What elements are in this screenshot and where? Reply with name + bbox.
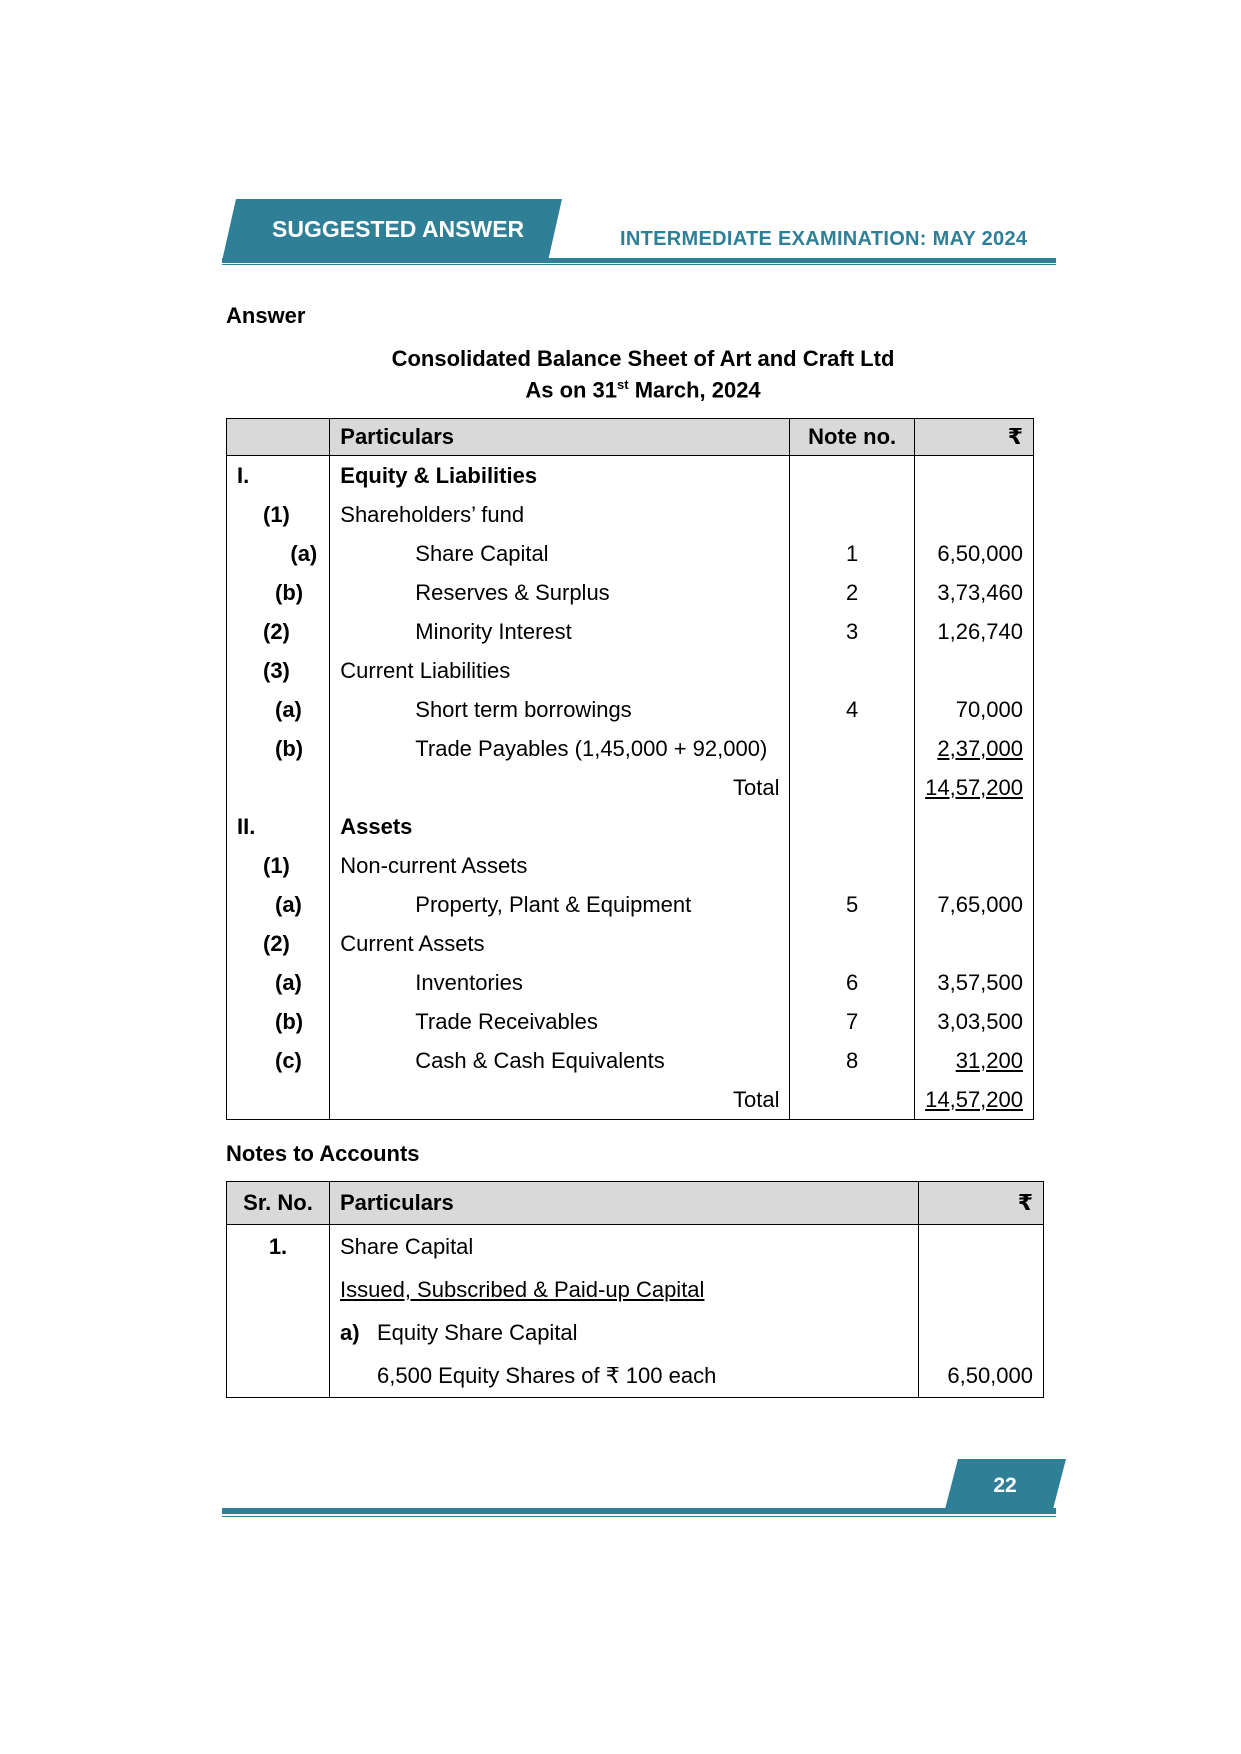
row-note [790, 768, 914, 807]
item-label: Equity Share Capital [377, 1319, 578, 1345]
table-row [227, 651, 1034, 690]
row-amount: 31,200 [914, 1041, 1033, 1080]
row-label: Trade Receivables [330, 1002, 790, 1041]
exam-title: INTERMEDIATE EXAMINATION: MAY 2024 [620, 228, 1028, 250]
row-amount [914, 495, 1033, 534]
balance-sheet-table [226, 418, 1034, 1120]
row-amount [919, 1225, 1044, 1269]
item-marker: a) [340, 1319, 360, 1345]
table-row [227, 807, 1034, 846]
total-amount: 14,57,200 [914, 768, 1033, 807]
row-num [227, 1311, 330, 1354]
table-row [227, 612, 1034, 651]
row-amount: 1,26,740 [914, 612, 1033, 651]
row-num [227, 768, 330, 807]
row-note: 1 [790, 534, 914, 573]
row-num: (b) [227, 573, 330, 612]
row-num: (2) [227, 924, 330, 963]
sheet-title: Consolidated Balance Sheet of Art and Craft Ltd [391, 346, 895, 371]
row-note: 2 [790, 573, 914, 612]
header-rule-thin [222, 264, 1056, 265]
row-amount [914, 807, 1033, 846]
table-row [227, 690, 1034, 729]
total-label: Total [330, 768, 790, 807]
row-note: 6 [790, 963, 914, 1002]
table-row [227, 1268, 1044, 1311]
table-row [227, 1002, 1034, 1041]
table-row [227, 729, 1034, 768]
header-rule [222, 258, 1056, 263]
row-amount: 3,57,500 [914, 963, 1033, 1002]
row-num: II. [227, 807, 330, 846]
row-note [790, 924, 914, 963]
row-label: Current Assets [330, 924, 790, 963]
row-num: (1) [227, 495, 330, 534]
row-amount: 7,65,000 [914, 885, 1033, 924]
table-row [227, 456, 1034, 496]
page-number: 22 [993, 1474, 1017, 1497]
row-num: (3) [227, 651, 330, 690]
table-row [227, 495, 1034, 534]
row-label: Share Capital [330, 534, 790, 573]
row-num: 1. [227, 1225, 330, 1269]
row-label: Minority Interest [330, 612, 790, 651]
row-amount [919, 1311, 1044, 1354]
table-header-row [227, 1182, 1044, 1225]
notes-table [226, 1181, 1044, 1398]
date-rest: March, 2024 [628, 377, 761, 403]
table-row [227, 885, 1034, 924]
row-num: (1) [227, 846, 330, 885]
row-amount: 6,50,000 [919, 1354, 1044, 1398]
row-note [790, 846, 914, 885]
header-amount: ₹ [914, 419, 1033, 456]
row-note [790, 495, 914, 534]
row-label: Equity & Liabilities [330, 456, 790, 496]
row-note [790, 651, 914, 690]
row-amount: 3,03,500 [914, 1002, 1033, 1041]
row-num: (a) [227, 963, 330, 1002]
header-particulars: Particulars [330, 1182, 919, 1225]
row-label: Non-current Assets [330, 846, 790, 885]
notes-heading: Notes to Accounts [226, 1141, 420, 1166]
row-note [790, 729, 914, 768]
total-amount: 14,57,200 [914, 1080, 1033, 1120]
header-amount: ₹ [919, 1182, 1044, 1225]
row-label: Share Capital [330, 1225, 919, 1269]
row-amount: 2,37,000 [914, 729, 1033, 768]
row-label: Current Liabilities [330, 651, 790, 690]
total-row [227, 768, 1034, 807]
footer-rule-thin [222, 1516, 1056, 1517]
answer-label: Answer [226, 303, 306, 328]
table-row [227, 573, 1034, 612]
row-note: 8 [790, 1041, 914, 1080]
row-num [227, 1354, 330, 1398]
row-num [227, 1268, 330, 1311]
row-note [790, 1080, 914, 1120]
date-prefix: As on 31 [525, 377, 618, 403]
row-amount [914, 846, 1033, 885]
row-num: I. [227, 456, 330, 496]
row-label: Issued, Subscribed & Paid-up Capital [330, 1268, 919, 1311]
table-header-row [227, 419, 1034, 456]
row-amount [919, 1268, 1044, 1311]
table-row [227, 1311, 1044, 1354]
table-row [227, 963, 1034, 1002]
row-num: (c) [227, 1041, 330, 1080]
footer-rule [222, 1508, 1056, 1514]
row-note: 3 [790, 612, 914, 651]
row-amount [914, 651, 1033, 690]
row-amount [914, 924, 1033, 963]
row-label: Short term borrowings [330, 690, 790, 729]
table-row [227, 846, 1034, 885]
row-num: (b) [227, 729, 330, 768]
row-num: (a) [227, 534, 330, 573]
row-num: (a) [227, 690, 330, 729]
row-label: Property, Plant & Equipment [330, 885, 790, 924]
table-row [227, 534, 1034, 573]
row-note [790, 807, 914, 846]
header-blank [227, 419, 330, 456]
row-note: 5 [790, 885, 914, 924]
row-label: Assets [330, 807, 790, 846]
header-badge-text: SUGGESTED ANSWER [272, 216, 525, 242]
row-num: (b) [227, 1002, 330, 1041]
row-label: Trade Payables (1,45,000 + 92,000) [330, 729, 790, 768]
row-label: Reserves & Surplus [330, 573, 790, 612]
header-sr: Sr. No. [227, 1182, 330, 1225]
row-note: 4 [790, 690, 914, 729]
sheet-date [226, 377, 1060, 403]
table-row [227, 1354, 1044, 1398]
row-label: 6,500 Equity Shares of ₹ 100 each [330, 1354, 919, 1398]
table-row [227, 924, 1034, 963]
date-suffix: st [617, 377, 629, 392]
row-label: Inventories [330, 963, 790, 1002]
table-row [227, 1225, 1044, 1269]
row-num [227, 1080, 330, 1120]
row-amount [914, 456, 1033, 496]
row-num: (a) [227, 885, 330, 924]
row-num: (2) [227, 612, 330, 651]
row-amount: 3,73,460 [914, 573, 1033, 612]
total-label: Total [330, 1080, 790, 1120]
row-note [790, 456, 914, 496]
row-label: Cash & Cash Equivalents [330, 1041, 790, 1080]
row-note: 7 [790, 1002, 914, 1041]
row-amount: 70,000 [914, 690, 1033, 729]
row-label [330, 1311, 919, 1354]
total-row [227, 1080, 1034, 1120]
header-particulars: Particulars [330, 419, 790, 456]
row-amount: 6,50,000 [914, 534, 1033, 573]
row-label: Shareholders’ fund [330, 495, 790, 534]
header-note: Note no. [790, 419, 914, 456]
table-row [227, 1041, 1034, 1080]
